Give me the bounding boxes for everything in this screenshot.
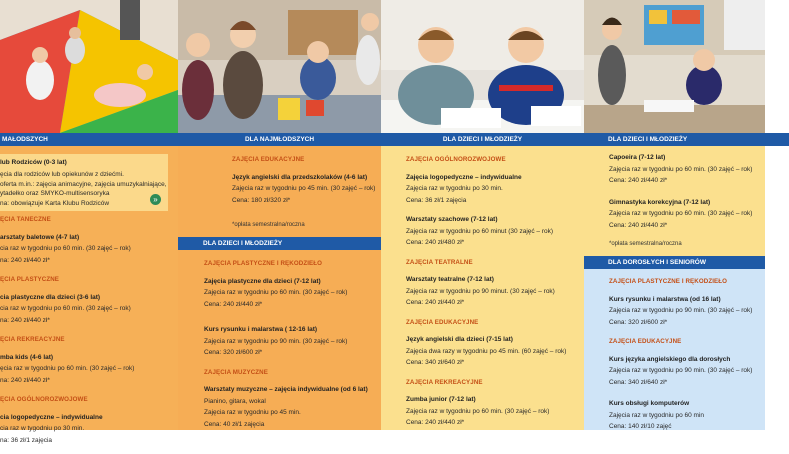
section-title: ZAJĘCIA PLASTYCZNE I RĘKODZIEŁO — [609, 278, 728, 285]
column-toddlers-left — [0, 0, 178, 444]
parents-club-box — [0, 154, 168, 211]
item-line: Cena: 340 zł/640 zł* — [609, 378, 668, 386]
offer-list — [609, 276, 765, 441]
list-item — [609, 354, 765, 389]
item-name: Kurs obsługi komputerów — [609, 400, 690, 407]
item-line: Cena: 36 zł/1 zajęcia — [406, 196, 467, 204]
photo-children-parachute — [0, 0, 178, 133]
item-line: Cena: 240 zł/480 zł* — [406, 239, 465, 246]
section-title: ĘCIA OGÓLNOROZWOJOWE — [0, 396, 88, 403]
photo-boys-reading — [381, 0, 584, 133]
item-line: Zajęcia raz w tygodniu po 60 minut (30 zajęć – rok) — [406, 227, 554, 235]
item-name: Zajęcia logopedyczne – indywidualne — [406, 173, 522, 181]
list-item — [406, 172, 582, 207]
item-name: Capoeira (7-12 lat) — [609, 154, 666, 161]
footnote: *opłata semestralna/roczna — [609, 241, 682, 247]
item-line: na: obowiązuje Karta Klubu Rodziców — [0, 200, 110, 207]
list-item — [0, 352, 178, 387]
offer-list — [609, 152, 765, 251]
list-item — [0, 412, 178, 447]
offer-list — [406, 154, 582, 437]
item-line: Zajęcia raz w tygodniu po 45 min. (30 zajęć – rok) — [232, 185, 376, 192]
section-title: ZAJĘCIA REKREACYJNE — [406, 378, 483, 386]
item-line: na: 240 zł/440 zł* — [0, 256, 50, 264]
section-band: DLA DZIECI I MŁODZIEŻY — [178, 237, 381, 250]
item-line: ęcia dla rodziców lub opiekunów z dziećmi. — [0, 170, 124, 178]
item-name: Język angielski dla przedszkolaków (4-6 lat) — [232, 173, 368, 181]
item-line: Zajęcia raz w tygodniu po 60 min — [609, 411, 705, 419]
section-title: ĘCIA TANECZNE — [0, 216, 51, 223]
section-title: ZAJĘCIA EDUKACYJNE — [232, 156, 305, 163]
list-item — [609, 398, 765, 433]
section-band: MAŁODSZYCH — [0, 133, 180, 146]
section-title: ZAJĘCIA EDUKACYJNE — [609, 338, 682, 345]
item-name: Warsztaty muzyczne – zajęcia indywidualne (od 6 lat) — [204, 386, 368, 393]
item-line: Pianino, gitara, wokal — [204, 397, 266, 405]
item-name: Kurs rysunku i malarstwa (od 16 lat) — [609, 295, 721, 303]
list-item — [406, 274, 582, 309]
item-line: Cena: 240 zł/440 zł* — [204, 300, 263, 308]
item-line: na: 36 zł/1 zajęcia — [0, 436, 53, 444]
section-band: DLA DOROSŁYCH I SENIORÓW — [584, 256, 765, 269]
item-line: na: 240 zł/440 zł* — [0, 376, 50, 384]
column-kids-youth — [381, 0, 584, 430]
item-line: na: 240 zł/440 zł* — [0, 316, 50, 324]
item-line: Zajęcia raz w tygodniu po 90 min. (30 zajęć – rok) — [609, 307, 753, 314]
section-title: ZAJĘCIA MUZYCZNE — [204, 368, 268, 376]
list-item — [406, 394, 582, 429]
item-line: Zajęcia raz w tygodniu po 90 minut. (30 zajęć – rok) — [406, 287, 555, 295]
item-line: Cena: 240 zł/440 zł* — [609, 221, 668, 229]
item-line: Zajęcia raz w tygodniu po 30 min. — [406, 185, 503, 192]
offer-list — [232, 154, 380, 232]
item-name: Zumba junior (7-12 lat) — [406, 396, 476, 403]
list-item — [204, 324, 380, 359]
offer-list — [204, 258, 380, 438]
item-line: Cena: 240 zł/440 zł* — [406, 299, 465, 306]
section-title: ZAJĘCIA TEATRALNE — [406, 258, 473, 266]
item-line: Cena: 140 zł/10 zajęć — [609, 423, 672, 430]
item-name: Zajęcia plastyczne dla dzieci (7-12 lat) — [204, 277, 321, 285]
list-item — [406, 214, 582, 249]
section-title: ZAJĘCIA EDUKACYJNE — [406, 318, 479, 326]
item-line: Cena: 240 zł/440 zł* — [609, 177, 668, 184]
section-title: ĘCIA PLASTYCZNE — [0, 276, 60, 283]
item-name: arsztaty baletowe (4-7 lat) — [0, 233, 80, 241]
column-kids-adults — [584, 0, 765, 430]
item-line: Zajęcia raz w tygodniu po 90 min. (30 zajęć – rok) — [609, 367, 753, 374]
section-title: ZAJĘCIA OGÓLNOROZWOJOWE — [406, 156, 506, 163]
section-band: DLA DZIECI I MŁODZIEŻY — [381, 133, 584, 146]
item-line: ytadełko oraz SMYKO-multisensoryka — [0, 190, 110, 197]
item-line: Zajęcia raz w tygodniu po 60 min. (30 zajęć – rok) — [204, 289, 348, 296]
item-line: Cena: 340 zł/640 zł* — [406, 359, 465, 366]
item-line: Zajęcia raz w tygodniu po 60 min. (30 zajęć – rok) — [609, 165, 753, 173]
arrow-badge-icon: » — [150, 194, 161, 205]
column-toddlers-right — [178, 0, 381, 430]
item-line: Zajęcia raz w tygodniu po 60 min. (30 zajęć – rok) — [609, 210, 753, 217]
item-name: Kurs języka angielskiego dla dorosłych — [609, 355, 731, 363]
item-name: cia plastyczne dla dzieci (3-6 lat) — [0, 293, 101, 301]
item-line: Cena: 320 zł/600 zł* — [609, 318, 668, 326]
item-line: Cena: 40 zł/1 zajęcia — [204, 420, 265, 428]
item-name: Język angielski dla dzieci (7-15 lat) — [406, 336, 513, 343]
section-band: DLA NAJMŁODSZYCH — [178, 133, 381, 146]
section-band: DLA DZIECI I MŁODZIEŻY — [584, 133, 789, 146]
item-line: Cena: 240 zł/440 zł* — [406, 419, 465, 426]
list-item — [204, 384, 380, 430]
item-line: ęcia raz w tygodniu po 60 min. (30 zajęć – rok) — [0, 365, 135, 372]
photo-art-classroom — [584, 0, 765, 133]
item-name: mba kids (4-6 lat) — [0, 353, 54, 361]
adults-section — [584, 256, 765, 430]
list-item — [406, 334, 582, 369]
item-name: cia logopedyczne – indywidualne — [0, 413, 103, 421]
item-line: oferta m.in.: zajęcia animacyjne, zajęcia umuzykalniające, — [0, 181, 167, 188]
footnote: *opłata semestralna/roczna — [232, 222, 305, 228]
item-line: Cena: 320 zł/600 zł* — [204, 349, 263, 356]
section-title: ZAJĘCIA PLASTYCZNE I RĘKODZIEŁO — [204, 260, 323, 267]
list-item — [0, 232, 178, 267]
item-line: cia raz w tygodniu po 30 min. — [0, 425, 85, 432]
item-name: Gimnastyka korekcyjna (7-12 lat) — [609, 198, 711, 206]
offer-list — [0, 214, 178, 454]
section-title: ĘCIA REKREACYJNE — [0, 336, 65, 343]
item-line: Zajęcia raz w tygodniu po 60 min. (30 zajęć – rok) — [406, 407, 550, 415]
item-name: lub Rodziców (0-3 lat) — [0, 159, 67, 166]
item-line: Zajęcia dwa razy w tygodniu po 45 min. (60 zajęć – rok) — [406, 347, 567, 355]
item-line: Zajęcia raz w tygodniu po 45 min. — [204, 409, 301, 416]
item-line: Zajęcia raz w tygodniu po 90 min. (30 zajęć – rok) — [204, 337, 348, 345]
photo-children-painting — [178, 0, 381, 133]
list-item — [609, 197, 765, 232]
item-line: cia raz w tygodniu po 60 min. (30 zajęć – rok) — [0, 305, 131, 312]
list-item — [204, 276, 380, 311]
list-item — [232, 172, 380, 207]
item-name: Warsztaty teatralne (7-12 lat) — [406, 276, 494, 283]
list-item — [0, 292, 178, 327]
item-name: Kurs rysunku i malarstwa ( 12-16 lat) — [204, 326, 318, 333]
item-line: cia raz w tygodniu po 60 min. (30 zajęć – rok) — [0, 245, 131, 252]
item-line: Cena: 180 zł/320 zł* — [232, 196, 291, 204]
item-name: Warsztaty szachowe (7-12 lat) — [406, 216, 498, 223]
list-item — [609, 294, 765, 329]
list-item — [609, 152, 765, 187]
